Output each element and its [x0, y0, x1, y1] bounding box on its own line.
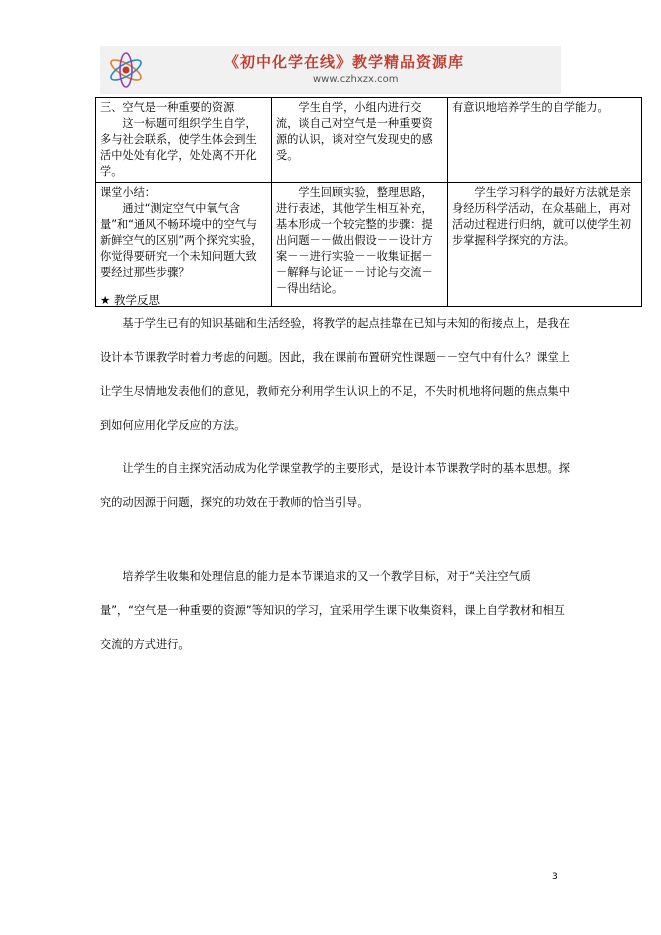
- cell-heading: 三、空气是一种重要的资源: [100, 101, 235, 114]
- paragraph: 让学生的自主探究活动成为化学课堂教学的主要形式，是设计本节课教学时的基本思想。探究的动因源于问题，探究的功效在于教师的恰当引导。: [100, 462, 570, 509]
- banner-url: www.czhxzx.com: [313, 74, 399, 85]
- cell-text: 这一标题可组织学生自学，多与社会联系，使学生体会到生活中处处有化学，处处离不开化学。: [100, 117, 257, 178]
- section-heading: ★ 教学反思: [100, 293, 160, 307]
- paragraph: 基于学生已有的知识基础和生活经验，将教学的起点挂靠在已知与未知的衔接点上，是我在设计本节课教学时着力考虑的问题。因此，我在课前布置研究性课题－－空气中有什么？课堂上让学生尽情地发表他们的意见，教师充分利用学生认识上的不足，不失时机地将问题的焦点集中到如何应用化学反应的方法。: [100, 317, 570, 432]
- cell-text: 学生自学，小组内进行交流，谈自己对空气是一种重要资源的认识，谈对空气发现史的感受。: [276, 101, 433, 162]
- cell-text: 有意识地培养学生的自学能力。: [452, 101, 609, 114]
- cell-heading: 课堂小结：: [100, 186, 156, 199]
- table-cell: [448, 98, 642, 183]
- cell-text: 通过“测定空气中氧气含量”和“通风不畅环境中的空气与新鲜空气的区别”两个探究实验，你觉得要研究一个未知问题大致要经过那些步骤？: [100, 202, 263, 279]
- table-row: [96, 98, 642, 183]
- banner-title: 《初中化学在线》教学精品资源库: [224, 53, 465, 71]
- table-cell: [96, 183, 272, 307]
- header-banner: [100, 46, 561, 94]
- atom-logo-icon: [106, 50, 146, 90]
- paragraph: 培养学生收集和处理信息的能力是本节课追求的又一个教学目标，对于“关注空气质量”，“空气是一种重要的资源”等知识的学习，宜采用学生课下收集资料，课上自学教材和相互交流的方式进行。: [100, 570, 565, 651]
- cell-text: 学生学习科学的最好方法就是亲身经历科学活动，在众基础上，再对活动过程进行归纳，就可以使学生初步掌握科学探究的方法。: [452, 186, 632, 247]
- table-cell: [272, 98, 448, 183]
- page-number: 3: [552, 872, 558, 882]
- table-cell: [96, 98, 272, 183]
- cell-text: 学生回顾实验，整理思路，进行表述，其他学生相互补充，基本形成一个较完整的步骤：提出问题－－做出假设－－设计方案－－进行实验－－收集证据－－解释与论证－－讨论与交流－－得出结论。: [276, 186, 433, 295]
- lesson-table: [95, 97, 642, 307]
- table-cell: [448, 183, 642, 307]
- table-cell: [272, 183, 448, 307]
- table-row: [96, 183, 642, 307]
